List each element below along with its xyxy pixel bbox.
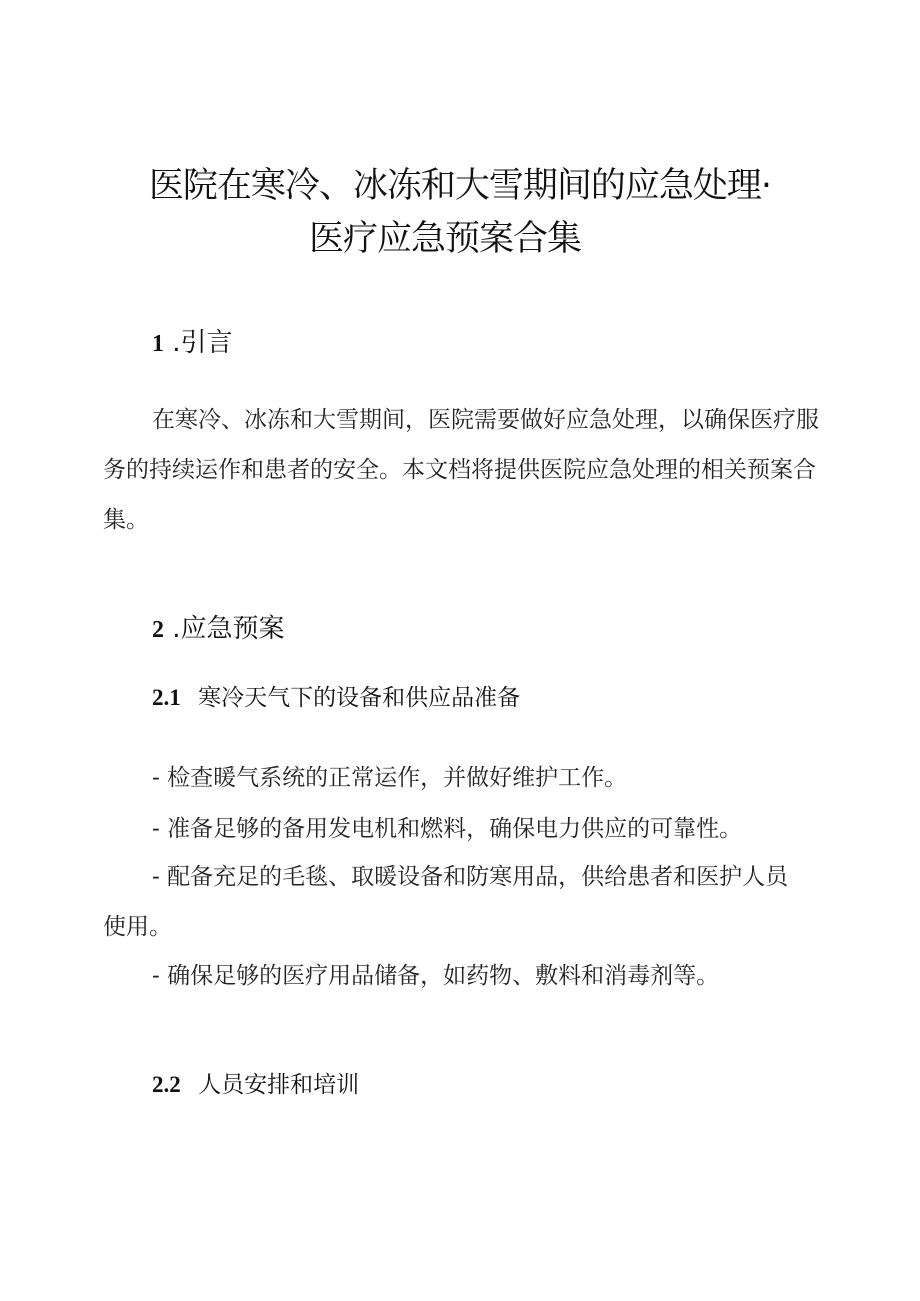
section-2-number: 2: [152, 617, 164, 643]
list-item-continuation: 使用。: [103, 914, 172, 940]
section-2-label: .应急预案: [172, 614, 285, 644]
subsection-2-2-label: 人员安排和培训: [198, 1072, 360, 1098]
subsection-2-1-heading: [152, 682, 520, 714]
document-title-line-2: 医疗应急预案合集: [308, 219, 581, 259]
subsection-2-1-number: 2.1: [152, 685, 181, 710]
list-item: - 配备充足的毛毯、取暖设备和防寒用品，供给患者和医护人员: [152, 864, 789, 890]
section-1-paragraph-line-3: 集。: [103, 507, 149, 533]
subsection-2-2-number: 2.2: [152, 1072, 181, 1097]
document-title-line-1: 医院在寒冷、冰冻和大雪期间的应急处理·: [148, 166, 772, 206]
section-1-heading: [152, 326, 233, 361]
list-item: - 检查暖气系统的正常运作，并做好维护工作。: [152, 765, 628, 791]
subsection-2-1-label: 寒冷天气下的设备和供应品准备: [198, 685, 521, 711]
section-1-label: .引言: [172, 328, 233, 358]
subsection-2-2-heading: [152, 1069, 359, 1101]
section-1-paragraph-line-1: 在寒冷、冰冻和大雪期间，医院需要做好应急处理，以确保医疗服: [152, 407, 819, 433]
section-1-paragraph-line-2: 务的持续运作和患者的安全。本文档将提供医院应急处理的相关预案合: [103, 457, 816, 483]
section-2-heading: [152, 612, 285, 647]
section-1-number: 1: [152, 331, 164, 357]
list-item: - 确保足够的医疗用品储备，如药物、敷料和消毒剂等。: [152, 963, 720, 989]
list-item: - 准备足够的备用发电机和燃料，确保电力供应的可靠性。: [152, 816, 743, 842]
